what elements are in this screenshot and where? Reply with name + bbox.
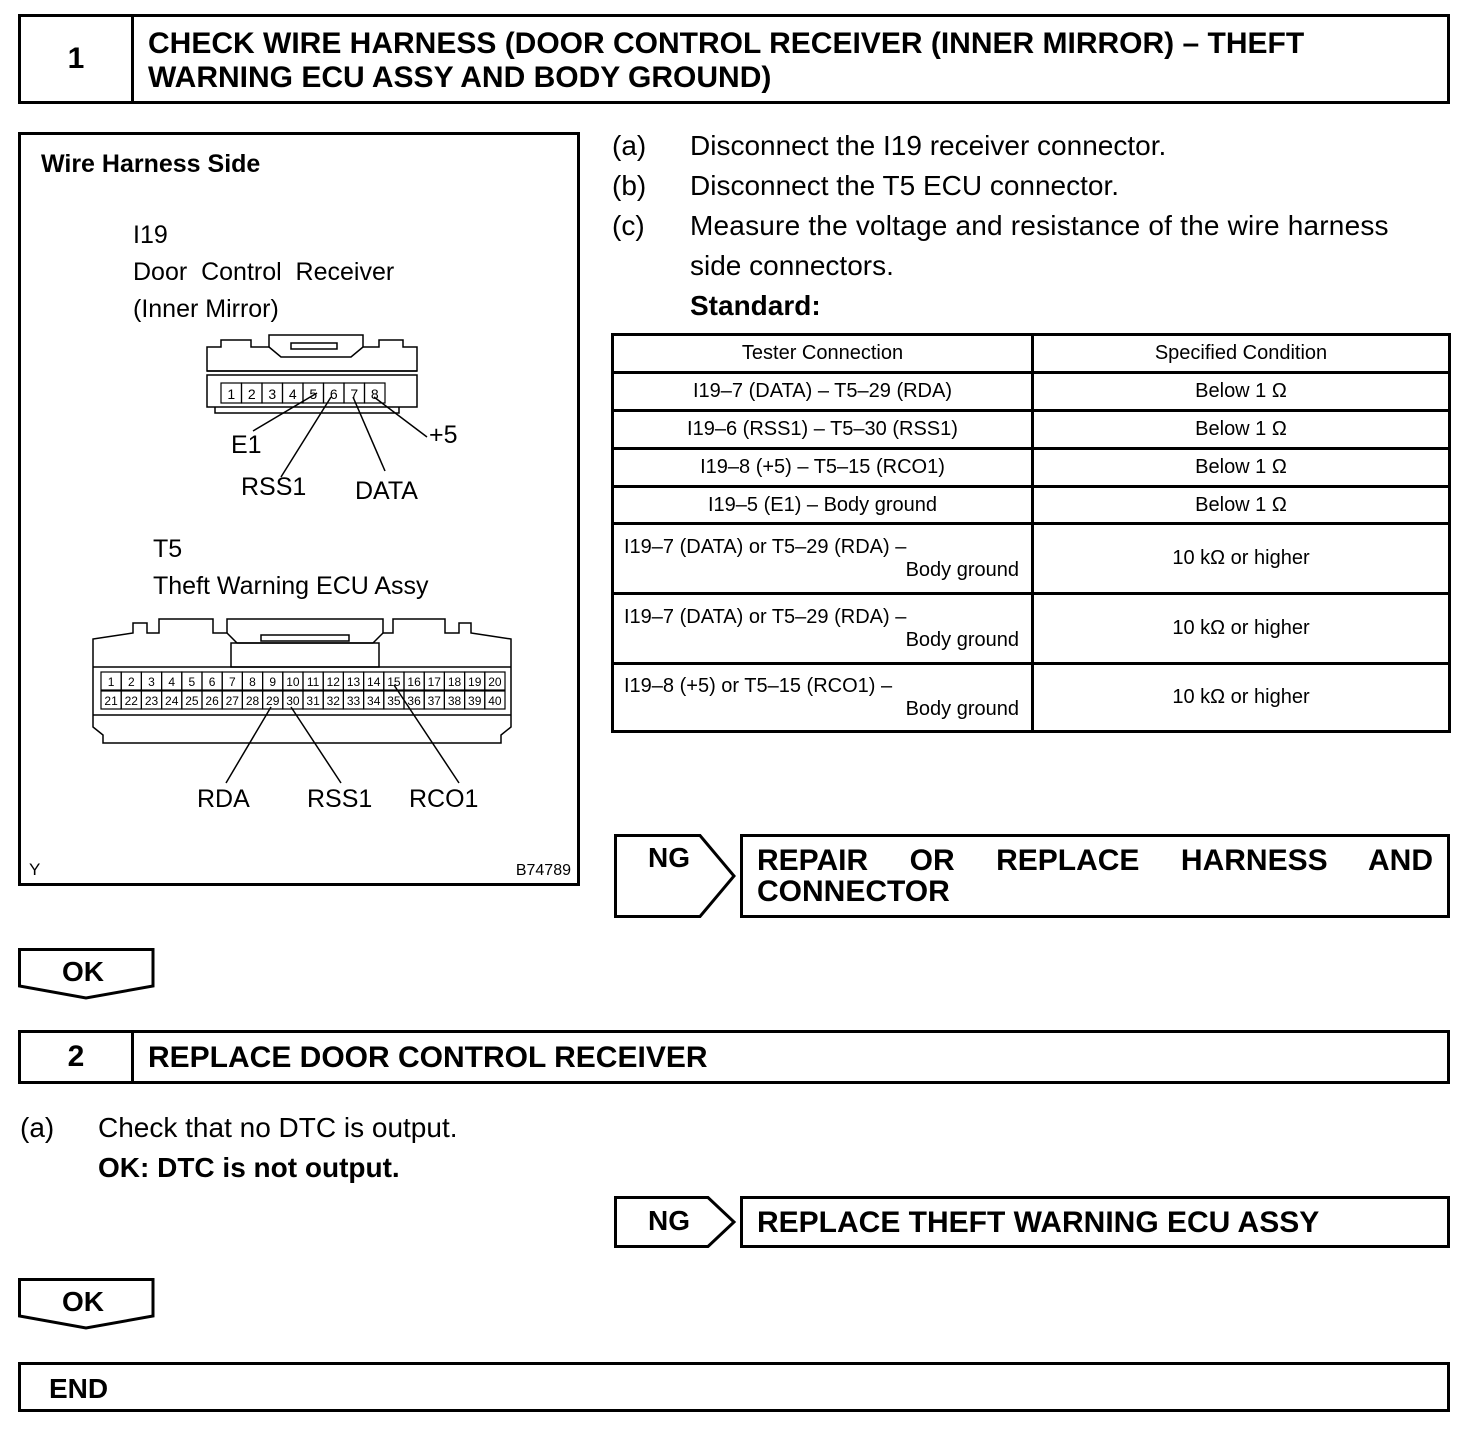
t5-pin-number: 8 — [249, 675, 256, 689]
instruction-text: Check that no DTC is output. — [98, 1112, 458, 1143]
cell-connection: I19–6 (RSS1) – T5–30 (RSS1) — [613, 411, 1033, 449]
i19-rss1-label: RSS1 — [241, 473, 307, 501]
t5-pin-number: 18 — [447, 675, 462, 689]
i19-pin-number: 1 — [227, 386, 236, 402]
ng-result — [740, 834, 1450, 918]
instruction-text-cont: side connectors. — [690, 250, 894, 281]
t5-pin-number: 16 — [407, 675, 421, 689]
t5-name: Theft Warning ECU Assy — [153, 572, 429, 600]
t5-pin-grid — [101, 672, 505, 709]
table-header-row — [613, 335, 1450, 373]
ng-result-line: CONNECTOR — [757, 875, 950, 908]
t5-pin-number: 34 — [367, 694, 381, 708]
i19-name: Door Control Receiver — [133, 258, 395, 286]
t5-pin-number: 21 — [104, 694, 118, 708]
t5-pin-number: 40 — [488, 694, 502, 708]
t5-pin-number: 2 — [127, 675, 135, 689]
step-2-header — [18, 1030, 1450, 1084]
cell-connection-line1: I19–7 (DATA) or T5–29 (RDA) – — [624, 605, 907, 628]
t5-pin-number: 10 — [286, 675, 300, 689]
cell-condition: Below 1 Ω — [1033, 487, 1450, 524]
i19-pin-number: 8 — [370, 386, 379, 402]
t5-pin-number: 6 — [208, 675, 216, 689]
cell-connection — [613, 594, 1033, 664]
t5-pin-number: 32 — [326, 694, 340, 708]
cell-connection-line1: I19–8 (+5) or T5–15 (RCO1) – — [624, 674, 893, 697]
ng-result-line: REPAIR OR REPLACE HARNESS AND — [757, 844, 1433, 877]
t5-id: T5 — [153, 535, 183, 563]
instruction-text: Disconnect the I19 receiver connector. — [690, 130, 1167, 161]
step-title-line: CHECK WIRE HARNESS (DOOR CONTROL RECEIVER (INNER MIRROR) – THEFT — [148, 27, 1305, 60]
i19-plus5-label: +5 — [429, 421, 458, 449]
cell-connection-line2: Body ground — [905, 628, 1019, 651]
end-box: END — [18, 1362, 1450, 1412]
t5-pin-number: 28 — [245, 694, 260, 708]
i19-pin-number: 6 — [329, 386, 338, 402]
cell-connection-line2: Body ground — [905, 697, 1019, 720]
t5-pin-number: 9 — [269, 675, 277, 689]
t5-pin-number: 12 — [326, 675, 340, 689]
instruction-text: Disconnect the T5 ECU connector. — [690, 170, 1120, 201]
t5-pin-number: 5 — [188, 675, 196, 689]
cell-condition: Below 1 Ω — [1033, 449, 1450, 487]
diagram-heading: Wire Harness Side — [41, 150, 261, 178]
table-row — [613, 487, 1450, 524]
instruction-text: Measure the voltage and resistance of the wire harness — [690, 210, 1389, 241]
step-title: REPLACE DOOR CONTROL RECEIVER — [148, 1041, 708, 1074]
table-row — [613, 664, 1450, 732]
t5-rda-label: RDA — [197, 785, 250, 813]
cell-condition: 10 kΩ or higher — [1033, 594, 1450, 664]
t5-pin-number: 30 — [286, 694, 300, 708]
wire-harness-diagram — [18, 132, 580, 886]
step-1-header — [18, 14, 1450, 104]
t5-pin-number: 25 — [185, 694, 199, 708]
instruction-label: (a) — [612, 130, 647, 161]
t5-pin-number: 33 — [346, 694, 361, 708]
t5-pin-number: 39 — [468, 694, 482, 708]
standard-label: Standard: — [690, 290, 821, 321]
instruction-a — [612, 126, 1452, 166]
instruction-c — [612, 206, 1452, 286]
instruction-label: (b) — [612, 170, 647, 201]
i19-leader-lines — [253, 393, 427, 477]
cell-connection: I19–8 (+5) – T5–15 (RCO1) — [613, 449, 1033, 487]
step-title — [134, 17, 1447, 101]
table-row — [613, 594, 1450, 664]
cell-connection — [613, 524, 1033, 594]
t5-rco1-label: RCO1 — [409, 785, 479, 813]
step-number: 2 — [21, 1033, 134, 1081]
ng-branch-2 — [614, 1196, 1450, 1248]
spec-table — [611, 333, 1451, 733]
t5-pin-number: 36 — [407, 694, 421, 708]
t5-pin-number: 15 — [387, 675, 401, 689]
t5-pin-number: 14 — [367, 675, 381, 689]
table-row — [613, 411, 1450, 449]
t5-rss1-label: RSS1 — [307, 785, 373, 813]
t5-pin-number: 4 — [168, 675, 176, 689]
corner-code: Y — [29, 860, 41, 879]
t5-pin-number: 26 — [205, 694, 219, 708]
t5-pin-number: 29 — [266, 694, 280, 708]
i19-id: I19 — [133, 221, 168, 249]
i19-pin-row — [221, 383, 385, 403]
instruction-b — [612, 166, 1452, 206]
cell-condition: Below 1 Ω — [1033, 411, 1450, 449]
i19-pin-number: 2 — [247, 386, 256, 402]
t5-pin-number: 7 — [228, 675, 236, 689]
t5-pin-number: 35 — [387, 694, 401, 708]
step-number: 1 — [21, 17, 134, 101]
ng-branch-1 — [614, 834, 1450, 918]
connector-figure — [21, 135, 577, 883]
t5-pin-number: 23 — [144, 694, 159, 708]
t5-pin-number: 13 — [346, 675, 361, 689]
step-title-line: WARNING ECU ASSY AND BODY GROUND) — [148, 61, 772, 94]
instruction-label: (c) — [612, 210, 645, 241]
ok-label: OK — [62, 1286, 104, 1317]
step2-instruction-a — [20, 1108, 720, 1188]
t5-pin-number: 22 — [124, 694, 138, 708]
t5-pin-number: 37 — [427, 694, 441, 708]
cell-connection: I19–7 (DATA) – T5–29 (RDA) — [613, 373, 1033, 411]
table-row — [613, 524, 1450, 594]
figure-id: B74789 — [515, 862, 571, 879]
i19-name-sub: (Inner Mirror) — [133, 295, 279, 323]
cell-connection — [613, 664, 1033, 732]
ok-label: OK — [62, 956, 104, 987]
i19-pin-number: 5 — [309, 386, 318, 402]
cell-condition: Below 1 Ω — [1033, 373, 1450, 411]
header-condition: Specified Condition — [1033, 335, 1450, 373]
cell-connection: I19–5 (E1) – Body ground — [613, 487, 1033, 524]
ng-result: REPLACE THEFT WARNING ECU ASSY — [740, 1196, 1450, 1248]
t5-pin-number: 19 — [468, 675, 482, 689]
table-row — [613, 449, 1450, 487]
ng-label: NG — [648, 842, 690, 873]
t5-pin-number: 3 — [148, 675, 155, 689]
t5-pin-number: 17 — [427, 675, 441, 689]
ng-label: NG — [648, 1205, 690, 1236]
t5-pin-number: 24 — [165, 694, 179, 708]
cell-connection-line1: I19–7 (DATA) or T5–29 (RDA) – — [624, 535, 907, 558]
cell-condition: 10 kΩ or higher — [1033, 664, 1450, 732]
t5-pin-number: 31 — [306, 694, 320, 708]
i19-pin-number: 3 — [268, 386, 277, 402]
ok-branch-1 — [18, 948, 156, 1000]
cell-condition: 10 kΩ or higher — [1033, 524, 1450, 594]
instruction-label: (a) — [20, 1112, 55, 1143]
i19-pin-number: 4 — [288, 386, 297, 402]
cell-connection-line2: Body ground — [905, 558, 1019, 581]
header-connection: Tester Connection — [613, 335, 1033, 373]
i19-e1-label: E1 — [231, 431, 262, 459]
table-row — [613, 373, 1450, 411]
t5-pin-number: 38 — [447, 694, 462, 708]
ok-criteria: OK: DTC is not output. — [98, 1152, 400, 1183]
ok-branch-2 — [18, 1278, 156, 1330]
t5-pin-number: 27 — [225, 694, 239, 708]
i19-data-label: DATA — [355, 477, 418, 505]
t5-pin-number: 20 — [488, 675, 502, 689]
t5-pin-number: 11 — [306, 675, 320, 689]
t5-pin-number: 1 — [107, 675, 115, 689]
i19-pin-number: 7 — [350, 386, 359, 402]
